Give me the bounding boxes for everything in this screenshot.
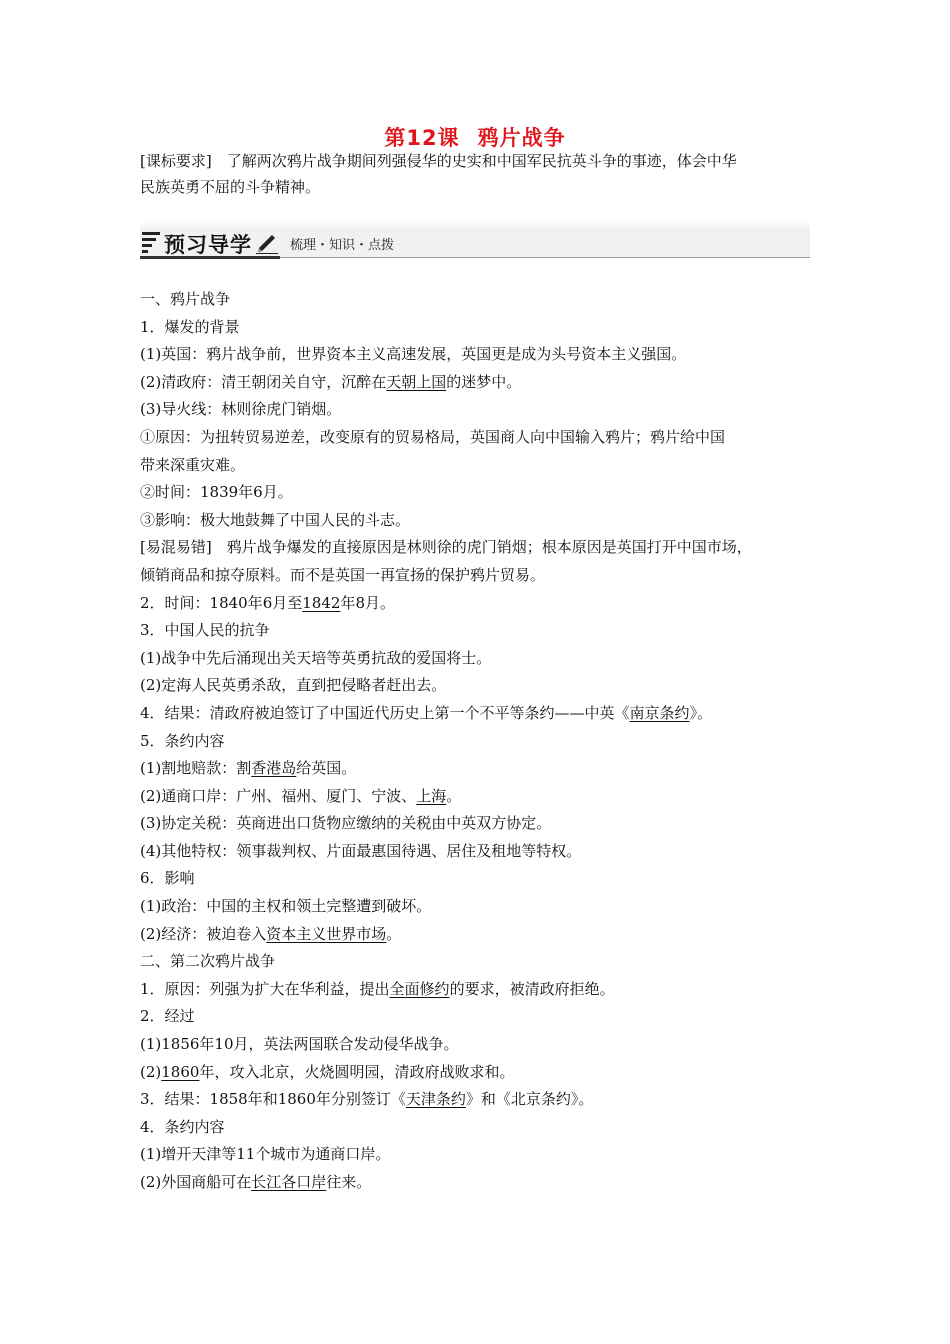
text-segment: 的迷梦中。 [446, 372, 522, 391]
underlined-answer: 资本主义世界市场 [266, 924, 387, 943]
content-line [140, 700, 816, 728]
content-line [140, 424, 816, 452]
content-line [140, 314, 816, 342]
text-segment: (1)战争中先后涌现出关天培等英勇抗敌的爱国将士。 [140, 648, 492, 667]
content-line [140, 755, 816, 783]
content-line [140, 1003, 816, 1031]
pencil-icon [256, 234, 278, 254]
underlined-answer: 长江各口岸 [251, 1173, 327, 1191]
content-line [140, 507, 816, 535]
text-segment: 年8月。 [340, 593, 395, 612]
text-segment: 倾销商品和掠夺原料。而不是英国一再宣扬的保护鸦片贸易。 [140, 565, 546, 584]
text-segment: 4．结果：清政府被迫签订了中国近代历史上第一个不平等条约——中英《 [140, 703, 630, 722]
underlined-answer: 全面修约 [389, 979, 450, 998]
banner-subheading: 梳理・知识・点拨 [290, 238, 395, 253]
text-segment: [易混易错] 鸦片战争爆发的直接原因是林则徐的虎门销烟；根本原因是英国打开中国市场， [140, 538, 752, 557]
text-segment: (2)清政府：清王朝闭关自守，沉醉在 [140, 372, 387, 391]
content-line [140, 1169, 816, 1197]
content-line [140, 1031, 816, 1059]
content-line [140, 1086, 816, 1114]
text-segment: (1)英国：鸦片战争前，世界资本主义高速发展，英国更是成为头号资本主义强国。 [140, 345, 687, 364]
content-line [140, 617, 816, 645]
text-segment: 6．影响 [140, 869, 195, 888]
text-segment: 》。 [689, 703, 713, 722]
content-line [140, 810, 816, 838]
content-line [140, 728, 816, 756]
text-segment: 往来。 [326, 1173, 372, 1191]
content-line [140, 672, 816, 700]
banner-heading: 预习导学 [164, 233, 252, 257]
requirement-line-1 [140, 148, 816, 174]
stripes-icon [142, 232, 160, 254]
text-segment: 1．爆发的背景 [140, 317, 240, 336]
text-segment: 2．时间：1840年6月至 [140, 593, 303, 612]
text-segment: ①原因：为扭转贸易逆差，改变原有的贸易格局，英国商人向中国输入鸦片；鸦片给中国 [140, 427, 726, 446]
content-line [140, 645, 816, 673]
text-segment: 》和《北京条约》。 [465, 1090, 594, 1109]
text-segment: (4)其他特权：领事裁判权、片面最惠国待遇、居住及租地等特权。 [140, 841, 582, 860]
content-line [140, 893, 816, 921]
text-segment: (2) [140, 1062, 162, 1081]
content-line [140, 783, 816, 811]
content-line [140, 286, 816, 314]
text-segment: ③影响：极大地鼓舞了中国人民的斗志。 [140, 510, 411, 529]
content-line [140, 534, 816, 562]
text-segment: 一、鸦片战争 [140, 290, 231, 308]
lesson-number: 第12课 [384, 126, 460, 150]
text-segment: (1)1856年10月，英法两国联合发动侵华战争。 [140, 1035, 459, 1054]
text-segment: (2)经济：被迫卷入 [140, 924, 267, 943]
lesson-name: 鸦片战争 [477, 126, 566, 150]
underlined-answer: 天朝上国 [386, 372, 447, 391]
lesson-content [140, 286, 816, 1197]
text-segment: 2．经过 [140, 1007, 195, 1026]
underlined-answer: 天津条约 [405, 1090, 466, 1109]
content-line [140, 976, 816, 1004]
text-segment: 3．结果：1858年和1860年分别签订《 [140, 1090, 406, 1109]
underlined-answer: 1860 [161, 1062, 200, 1081]
text-segment: 年，攻入北京，火烧圆明园，清政府战败求和。 [199, 1062, 515, 1081]
content-line [140, 590, 816, 618]
underlined-answer: 南京条约 [629, 703, 690, 722]
section-banner [140, 220, 810, 260]
underlined-answer: 香港岛 [251, 759, 297, 778]
text-segment: 带来深重灾难。 [140, 455, 246, 474]
text-segment: ②时间：1839年6月。 [140, 483, 293, 502]
text-segment: (1)政治：中国的主权和领土完整遭到破坏。 [140, 897, 432, 916]
underlined-answer: 1842 [302, 593, 341, 612]
content-line [140, 396, 816, 424]
content-line [140, 452, 816, 480]
content-line [140, 562, 816, 590]
underlined-answer: 上海 [416, 786, 447, 805]
content-line [140, 865, 816, 893]
content-line [140, 1059, 816, 1087]
requirement-tag: [课标要求] [140, 152, 212, 170]
text-segment: 。 [386, 924, 402, 943]
content-line [140, 479, 816, 507]
content-line [140, 921, 816, 949]
text-segment: (2)通商口岸：广州、福州、厦门、宁波、 [140, 786, 417, 805]
curriculum-requirement [140, 148, 816, 200]
text-segment: (1)割地赔款：割 [140, 759, 252, 778]
text-segment: (2)定海人民英勇杀敌，直到把侵略者赶出去。 [140, 676, 447, 695]
content-line [140, 1114, 816, 1142]
requirement-text-1: 了解两次鸦片战争期间列强侵华的史实和中国军民抗英斗争的事迹，体会中华 [226, 152, 737, 170]
content-line [140, 1141, 816, 1169]
text-segment: 。 [446, 786, 462, 805]
text-segment: 4．条约内容 [140, 1117, 225, 1136]
content-line [140, 341, 816, 369]
content-line [140, 369, 816, 397]
text-segment: 的要求，被清政府拒绝。 [449, 979, 615, 998]
text-segment: 给英国。 [296, 759, 357, 778]
text-segment: (3)协定关税：英商进出口货物应缴纳的关税由中英双方协定。 [140, 814, 552, 833]
text-segment: (2)外国商船可在 [140, 1173, 252, 1191]
text-segment: 3．中国人民的抗争 [140, 621, 270, 640]
requirement-line-2: 民族英勇不屈的斗争精神。 [140, 178, 321, 196]
text-segment: (1)增开天津等11个城市为通商口岸。 [140, 1145, 391, 1164]
text-segment: 二、第二次鸦片战争 [140, 952, 276, 971]
content-line [140, 838, 816, 866]
text-segment: 1．原因：列强为扩大在华利益，提出 [140, 979, 390, 998]
content-line [140, 948, 816, 976]
text-segment: 5．条约内容 [140, 731, 225, 750]
text-segment: (3)导火线：林则徐虎门销烟。 [140, 400, 342, 419]
